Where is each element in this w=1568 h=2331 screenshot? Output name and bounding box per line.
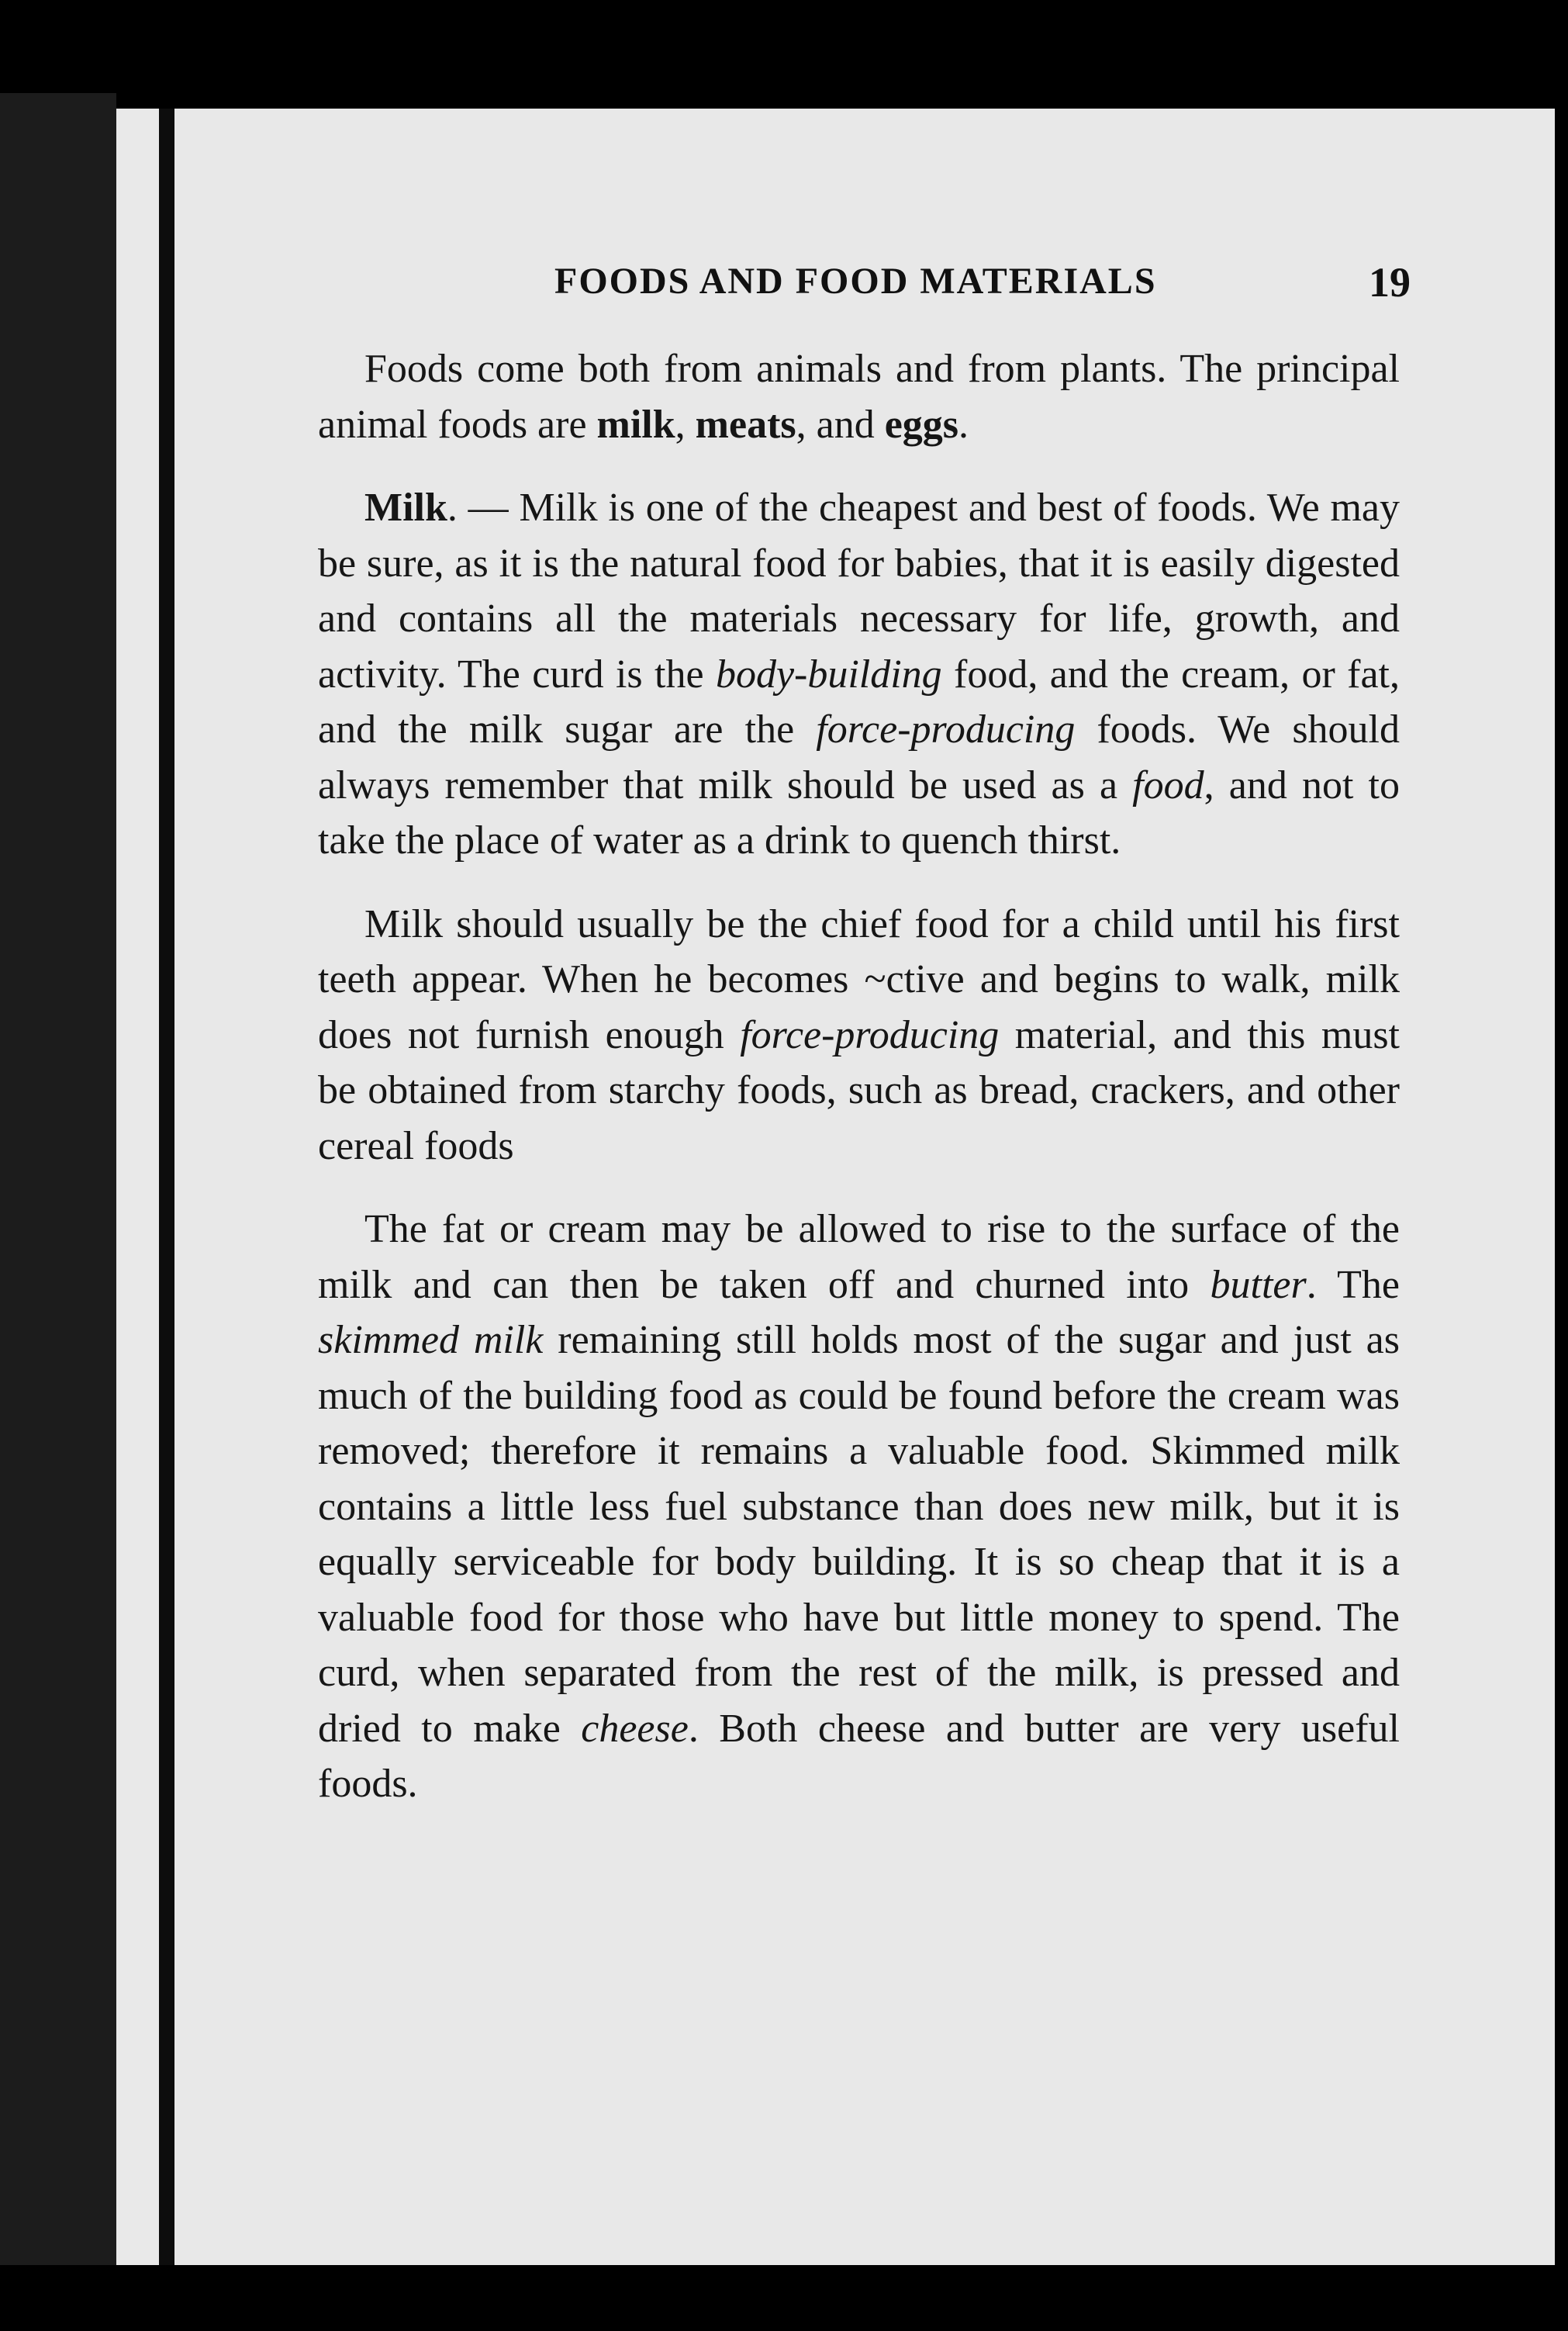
page-header — [174, 260, 1555, 322]
italic-term: body-building — [715, 652, 942, 697]
body-text — [318, 341, 1400, 1840]
page-number: 19 — [1369, 259, 1411, 306]
text-run: , and not to take the place of water as a drink to quench thirst. — [318, 763, 1400, 863]
book-page — [174, 109, 1555, 2265]
scan-border-left — [0, 93, 116, 2265]
italic-term: force-producing — [816, 707, 1076, 752]
text-run: . — Milk is one of the cheapest and best of foods. We may be sure, as it is the natural food for babies, that it is easily digested and contains all the materials necessary for life, growth, and activity. The curd is the — [318, 486, 1400, 697]
text-run: The fat or cream may be allowed to rise to the surface of the milk and can then be taken off and churned into — [318, 1207, 1400, 1307]
text-run: Foods come both from animals and from plants. The principal animal foods are — [318, 347, 1400, 447]
italic-term: force-producing — [740, 1012, 1000, 1057]
text-run: foods. We should always remember that milk should be used as a — [318, 707, 1400, 808]
paragraph — [318, 480, 1400, 869]
text-run: . Both cheese and butter are very useful foods. — [318, 1706, 1400, 1806]
paragraph — [318, 1202, 1400, 1812]
text-run: remaining still holds most of the sugar and just as much of the building food as could be found before the cream was removed; therefore it remains a valuable food. Skimmed milk contains a little less fuel substance than does new milk, but it is equally serviceable for body building. It is so cheap that it is a valuable food for those who have but little money to spend. The curd, when separated from the rest of the milk, is pressed and dried to make — [318, 1318, 1400, 1751]
text-run: . The — [1306, 1262, 1400, 1307]
italic-term: skimmed milk — [318, 1318, 544, 1362]
text-run: , and — [796, 402, 885, 447]
italic-term: food — [1132, 763, 1204, 808]
facing-page-edge — [116, 109, 159, 2265]
running-head: FOODS AND FOOD MATERIALS — [554, 261, 1157, 302]
text-run: food, and the cream, or fat, and the milk sugar are the — [318, 652, 1400, 752]
paragraph — [318, 897, 1400, 1174]
book-spine-shadow — [159, 109, 174, 2265]
text-run: material, and this must be obtained from starchy foods, such as bread, crackers, and other cereal foods — [318, 1012, 1400, 1168]
text-run: , — [675, 402, 696, 447]
paragraph — [318, 341, 1400, 452]
bold-term: Milk — [364, 486, 447, 530]
scan-border-bottom — [0, 2265, 1568, 2331]
italic-term: butter — [1210, 1262, 1307, 1307]
text-run: Milk should usually be the chief food for a child until his first teeth appear. When he becomes ~ctive and begins to walk, milk does not furnish enough — [318, 901, 1400, 1057]
bold-term: eggs — [884, 402, 959, 447]
bold-term: meats — [695, 402, 796, 447]
text-run: . — [958, 402, 969, 447]
bold-term: milk — [596, 402, 675, 447]
italic-term: cheese — [581, 1706, 689, 1751]
